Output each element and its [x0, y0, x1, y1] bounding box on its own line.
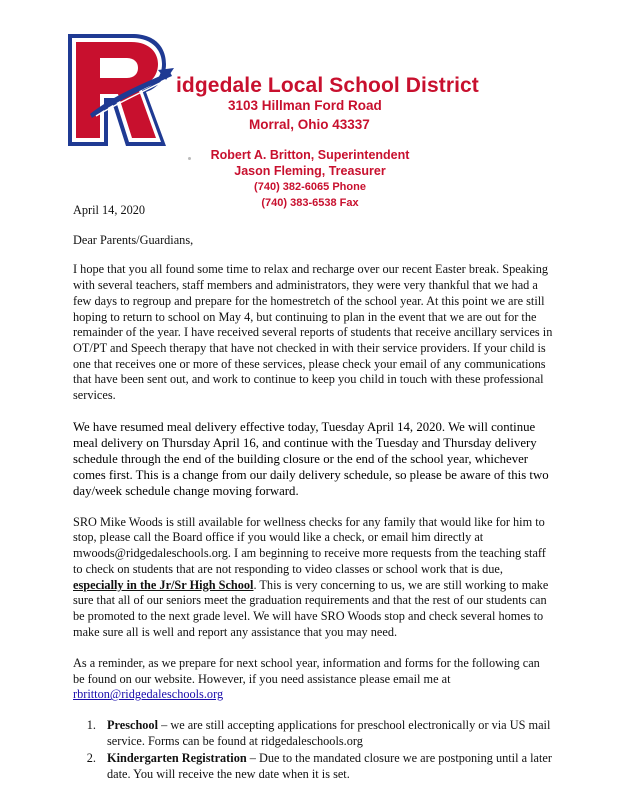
address-line-1: 3103 Hillman Ford Road [228, 98, 382, 113]
superintendent-line: Robert A. Britton, Superintendent [210, 148, 410, 162]
letter-body [73, 203, 553, 783]
email-link[interactable]: rbritton@ridgedaleschools.org [73, 687, 224, 702]
treasurer-line: Jason Fleming, Treasurer [234, 164, 386, 178]
forms-list [73, 718, 553, 782]
sro-text-end: . This is very concerning to us, we are still working to make sure that all of our seniors meet the graduation requirements and that the rest of our students can be promoted to the next grade level. We will have SRO Woods stop and check several homes to make sure all is well and report any assistance that you may need. [73, 577, 549, 639]
letter-greeting: Dear Parents/Guardians, [73, 232, 194, 247]
letter-date: April 14, 2020 [73, 203, 146, 217]
list-item-text: – Due to the mandated closure we are postponing until a later date. You will receive the new date when it is set. [107, 750, 552, 781]
phone-line: (740) 382-6065 Phone [254, 181, 366, 193]
paragraph-reminder [73, 656, 553, 703]
list-item-text: – we are still accepting applications for preschool electronically or via US mail service. Forms can be found at ridgedaleschools.org [107, 718, 551, 749]
list-item-title: Preschool [107, 718, 159, 733]
paragraph-sro-wellness [73, 515, 553, 641]
contact-block [180, 147, 440, 211]
paragraph-easter-break: I hope that you all found some time to relax and recharge over our recent Easter break. Speaking with several teachers, staff members and administrators, they were very thankful that we had a few days to regroup and prepare for the homestretch of the school year. At this point we are still hoping to return to school on May 4, but continuing to plan in the event that we are out for the remainder of the year. I have received several reports of students that receive ancillary services in OT/PT and Speech therapy that have not checked in with their service providers. If your child is one that receives one or more of these services, please check your email of any communications that have been sent out, and work to continue to keep you child in touch with these professional services. [73, 262, 553, 403]
list-item-title: Kindergarten Registration [107, 750, 247, 765]
list-item-kindergarten [99, 751, 553, 782]
district-name: idgedale Local School District [176, 74, 479, 97]
sro-text-start: SRO Mike Woods is still available for wellness checks for any family that would like for him to stop, please call the Board office if you would like a check, or email him directly at mwoods@ridgedaleschools.org. I am beginning to receive more requests from the teaching staff to check on students that are not responding to video classes or school work that is due, [73, 514, 546, 576]
ridgedale-r-rocket-logo [62, 30, 174, 150]
jr-sr-emphasis: especially in the Jr/Sr High School [73, 577, 254, 592]
fax-line: (740) 383-6538 Fax [261, 197, 359, 209]
reminder-text: As a reminder, as we prepare for next school year, information and forms for the following can be found on our website. However, if you need assistance please email me at [73, 655, 540, 686]
address-line-2: Morral, Ohio 43337 [249, 117, 370, 132]
paragraph-meal-delivery: We have resumed meal delivery effective today, Tuesday April 14, 2020. We will continue meal delivery on Thursday April 16, and continue with the Tuesday and Thursday delivery schedule through the end of the building closure or the end of the school year, whichever comes first. This is a change from our daily delivery schedule, so please be aware of this two day/week schedule change moving forward. [73, 420, 549, 499]
list-item-preschool [99, 718, 553, 749]
